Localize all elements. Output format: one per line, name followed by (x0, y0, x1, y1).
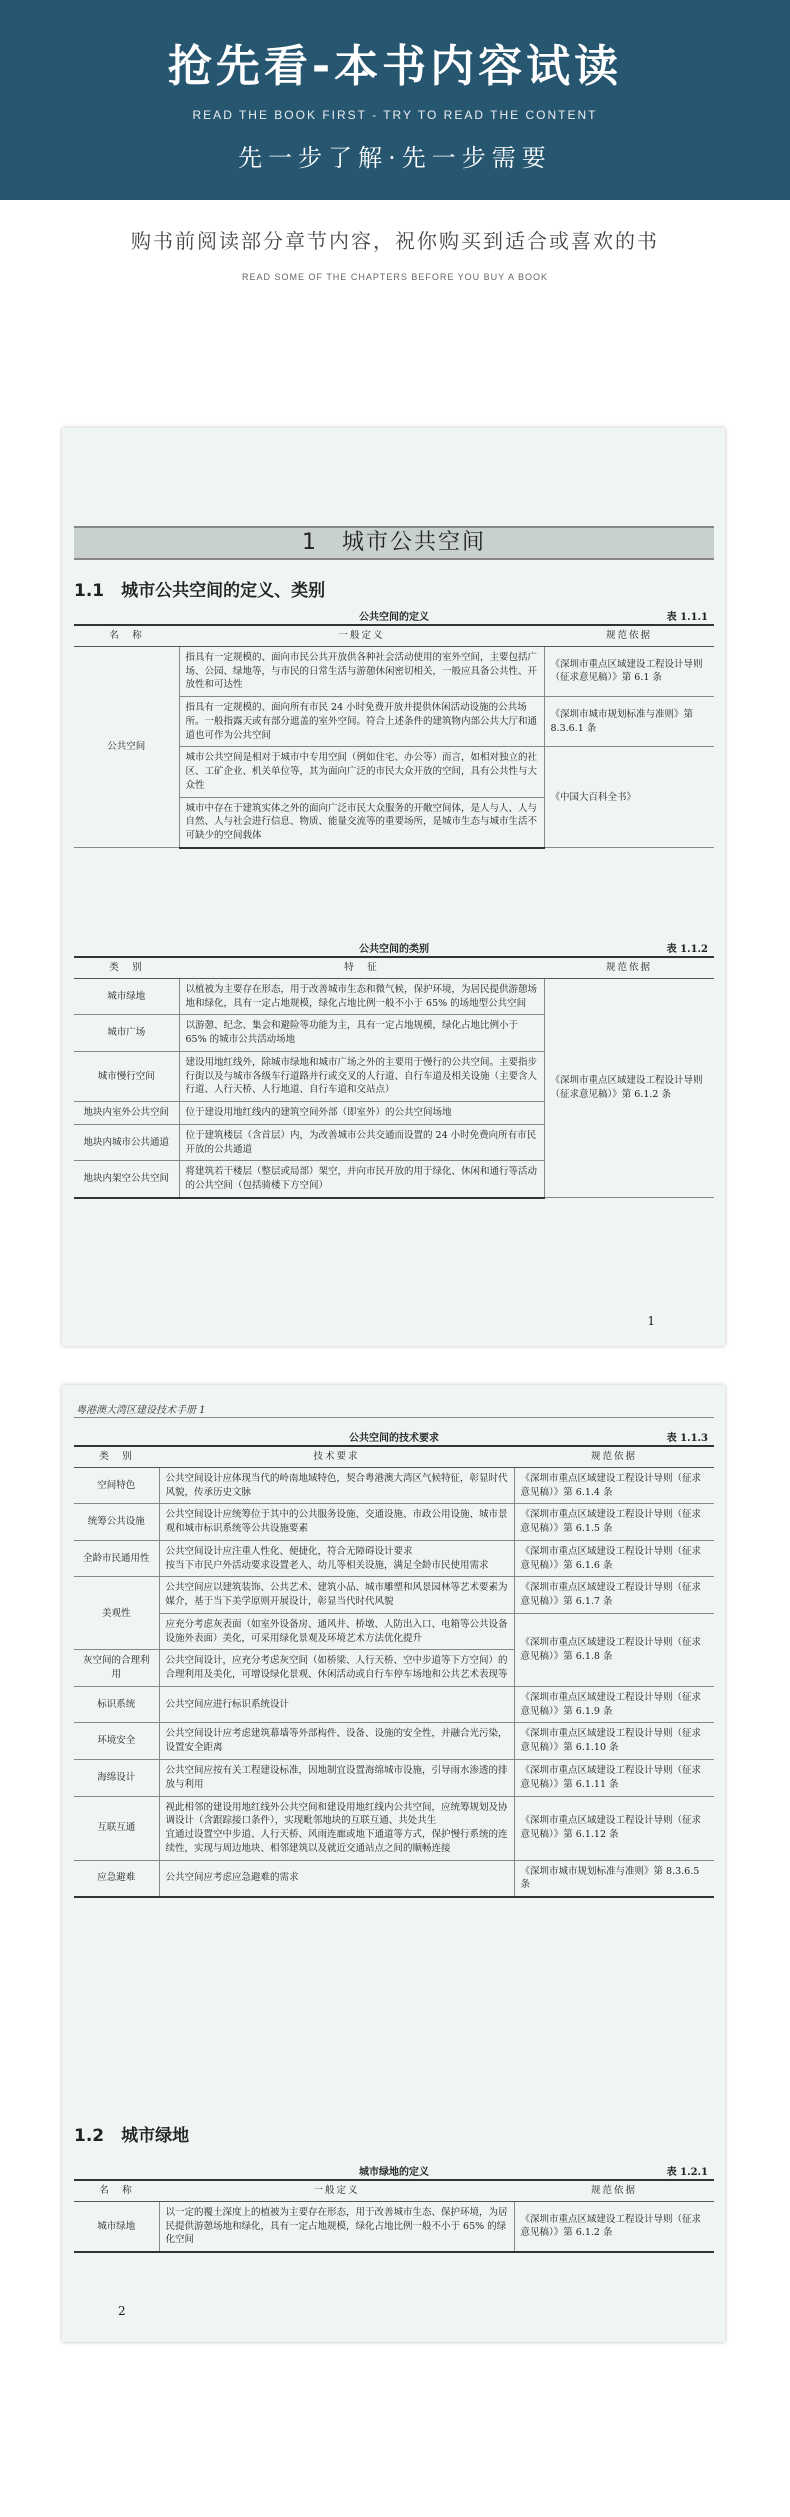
requirement-cell: 公共空间应进行标识系统设计 (159, 1686, 514, 1723)
definition-cell: 城市公共空间是相对于城市中专用空间（例如住宅、办公等）而言，如相对独立的社区、工矿企业、机关单位等，其为面向广泛的市民大众开放的空间，具有公共性与大众性 (179, 747, 544, 797)
column-header: 类 别 (74, 1446, 159, 1467)
feature-cell: 位于建设用地红线内的建筑空间外部（即室外）的公共空间场地 (179, 1102, 544, 1125)
table-number: 表 1.1.3 (666, 1433, 708, 1444)
reference-cell: 《深圳市城市规划标准与准则》第 8.3.6.1 条 (544, 697, 714, 747)
requirement-cell: 公共空间应按有关工程建设标准，因地制宜设置海绵城市设施，引导雨水渗透的排放与利用 (159, 1760, 514, 1797)
intro-cn: 购书前阅读部分章节内容，祝你购买到适合或喜欢的书 (131, 229, 659, 253)
green-space-table (74, 2179, 714, 2253)
reference-cell: 《中国大百科全书》 (544, 747, 714, 848)
category-cell: 统筹公共设施 (74, 1504, 159, 1541)
category-cell: 地块内城市公共通道 (74, 1124, 179, 1161)
table-title: 公共空间的类别 (359, 944, 429, 955)
reference-cell: 《深圳市重点区域建设工程设计导则（征求意见稿）》第 6.1.9 条 (514, 1686, 714, 1723)
table-title: 公共空间的定义 (359, 612, 429, 623)
column-header: 一般定义 (159, 2180, 514, 2201)
reference-cell: 《深圳市重点区域建设工程设计导则（征求意见稿）》第 6.1.2 条 (544, 978, 714, 1198)
table-row (74, 1613, 714, 1650)
category-cell: 城市广场 (74, 1015, 179, 1052)
category-cell: 城市绿地 (74, 978, 179, 1015)
table-row (74, 1577, 714, 1614)
reference-cell: 《深圳市重点区域建设工程设计导则（征求意见稿）》第 6.1.11 条 (514, 1760, 714, 1797)
category-cell: 环境安全 (74, 1723, 159, 1760)
requirement-cell: 公共空间设计应考虑建筑幕墙等外部构件、设备、设施的安全性，并融合光污染，设置安全距离 (159, 1723, 514, 1760)
chapter-heading (74, 526, 714, 560)
category-cell: 全龄市民通用性 (74, 1540, 159, 1577)
reference-cell: 《深圳市重点区域建设工程设计导则（征求意见稿）》第 6.1.10 条 (514, 1723, 714, 1760)
table-row (74, 1723, 714, 1760)
requirement-cell: 公共空间应考虑应急避难的需求 (159, 1860, 514, 1897)
intro (0, 225, 790, 282)
category-cell: 灰空间的合理利用 (74, 1650, 159, 1687)
column-header: 规范依据 (544, 625, 714, 646)
chapter-title: 1 城市公共空间 (302, 530, 486, 555)
category-cell: 空间特色 (74, 1467, 159, 1504)
table-number: 表 1.2.1 (666, 2167, 708, 2178)
page-number: 2 (118, 2304, 126, 2318)
table-row (74, 1760, 714, 1797)
reference-cell: 《深圳市重点区域建设工程设计导则（征求意见稿）》第 6.1.6 条 (514, 1540, 714, 1577)
column-header: 规范依据 (514, 1446, 714, 1467)
banner-title: 抢先看-本书内容试读 (167, 41, 623, 92)
banner-slogan: 先一步了解·先一步需要 (238, 144, 552, 172)
requirement-cell: 公共空间设计应统筹位于其中的公共服务设施、交通设施、市政公用设施、城市景观和城市标识系统等公共设施要素 (159, 1504, 514, 1541)
reference-cell: 《深圳市重点区域建设工程设计导则（征求意见稿）》第 6.1 条 (544, 646, 714, 696)
requirement-cell: 公共空间设计应注重人性化、便捷化，符合无障碍设计要求 按当下市民户外活动要求设置老人、幼儿等相关设施，满足全龄市民使用需求 (159, 1540, 514, 1577)
category-cell: 海绵设计 (74, 1760, 159, 1797)
category-table (74, 956, 714, 1199)
category-cell: 城市慢行空间 (74, 1051, 179, 1101)
table-row (74, 2201, 714, 2252)
category-cell: 应急避难 (74, 1860, 159, 1897)
definition-cell: 城市中存在于建筑实体之外的面向广泛市民大众服务的开敞空间体，是人与人、人与自然、人与社会进行信息、物质、能量交流等的重要场所，是城市生态与城市生活不可缺少的空间载体 (179, 797, 544, 848)
table-row (74, 646, 714, 696)
definition-cell: 指具有一定规模的、面向所有市民 24 小时免费开放并提供休闲活动设施的公共场所。一般指露天或有部分遮盖的室外空间。符合上述条件的建筑物内部公共大厅和通道也可作为公共空间 (179, 697, 544, 747)
requirement-cell: 公共空间设计，应充分考虑灰空间（如桥梁、人行天桥、空中步道等下方空间）的合理利用及美化，可增设绿化景观、休闲活动或自行车停车场地和公共艺术表现等 (159, 1650, 514, 1687)
table-title: 城市绿地的定义 (359, 2167, 429, 2178)
feature-cell: 建设用地红线外，除城市绿地和城市广场之外的主要用于慢行的公共空间。主要指步行街以及与城市各级车行道路并行或交叉的人行道、自行车道及相关设施（主要含人行道、人行天桥、人行地道、自行车道和交站点） (179, 1051, 544, 1101)
column-header: 一般定义 (179, 625, 544, 646)
table-caption (74, 1429, 714, 1445)
header-banner (0, 0, 790, 200)
requirement-cell: 应充分考虑灰表面（如室外设备房、通风井、桥墩、人防出入口、电箱等公共设备设施外表面）美化，可采用绿化景观及环境艺术方法优化提升 (159, 1613, 514, 1650)
table-caption (74, 940, 714, 956)
column-header: 特 征 (179, 957, 544, 978)
feature-cell: 以植被为主要存在形态，用于改善城市生态和微气候，保护环境，为居民提供游憩场地和绿化，具有一定占地规模，绿化占地比例一般不小于 65% 的场地型公共空间 (179, 978, 544, 1015)
column-header: 规范依据 (514, 2180, 714, 2201)
table-title: 公共空间的技术要求 (349, 1433, 439, 1444)
table-row (74, 1796, 714, 1860)
header-rule (74, 1417, 714, 1418)
definition-cell: 以一定的覆土深度上的植被为主要存在形态，用于改善城市生态、保护环境，为居民提供游憩场地和绿化，具有一定占地规模，绿化占地比例一般不小于 65% 的绿化空间 (159, 2201, 514, 2252)
reference-cell: 《深圳市重点区域建设工程设计导则（征求意见稿）》第 6.1.7 条 (514, 1577, 714, 1614)
table-caption (74, 608, 714, 624)
feature-cell: 以游憩、纪念、集会和避险等功能为主，具有一定占地规模，绿化占地比例小于 65% 的城市公共活动场地 (179, 1015, 544, 1052)
requirements-table (74, 1445, 714, 1898)
column-header: 名 称 (74, 625, 179, 646)
definition-cell: 指具有一定规模的、面向市民公共开放供各种社会活动使用的室外空间，主要包括广场、公园、绿地等，与市民的日常生活与游憩休闲密切相关，一般应具备公共性、开放性和可达性 (179, 646, 544, 696)
reference-cell: 《深圳市重点区域建设工程设计导则（征求意见稿）》第 6.1.4 条 (514, 1467, 714, 1504)
table-row (74, 1860, 714, 1897)
reference-cell: 《深圳市重点区域建设工程设计导则（征求意见稿）》第 6.1.8 条 (514, 1613, 714, 1686)
requirement-cell: 公共空间应以建筑装饰、公共艺术、建筑小品、城市雕塑和风景园林等艺术要素为媒介，基于当下美学原则开展设计，彰显当代时代风貌 (159, 1577, 514, 1614)
table-row (74, 1467, 714, 1504)
row-name: 公共空间 (74, 646, 179, 848)
section-title: 1.1 城市公共空间的定义、类别 (74, 581, 326, 601)
book-page-2 (62, 1385, 725, 2342)
section-title: 1.2 城市绿地 (74, 2126, 190, 2146)
page-number: 1 (647, 1314, 655, 1328)
column-header: 规范依据 (544, 957, 714, 978)
reference-cell: 《深圳市城市规划标准与准则》第 8.3.6.5 条 (514, 1860, 714, 1897)
feature-cell: 位于建筑楼层（含首层）内，为改善城市公共交通而设置的 24 小时免费向所有市民开放的公共通道 (179, 1124, 544, 1161)
table-row (74, 1540, 714, 1577)
requirement-cell: 视此相邻的建设用地红线外公共空间和建设用地红线内公共空间，应统筹规划及协调设计（含跟踪接口条件），实现毗邻地块的互联互通、共处共生 宜通过设置空中步道、人行天桥、风雨连廊或地下通道等方式，保护慢行系统的连续性，实现与周边地块、相邻建筑以及就近交通站点之间的顺畅连接 (159, 1796, 514, 1860)
column-header: 类 别 (74, 957, 179, 978)
category-cell: 标识系统 (74, 1686, 159, 1723)
category-cell: 互联互通 (74, 1796, 159, 1860)
table-row (74, 1686, 714, 1723)
name-cell: 城市绿地 (74, 2201, 159, 2252)
column-header: 技术要求 (159, 1446, 514, 1467)
category-cell: 美观性 (74, 1577, 159, 1650)
banner-subtitle-en: READ THE BOOK FIRST - TRY TO READ THE CONTENT (192, 108, 598, 122)
running-head: 粤港澳大湾区建设技术手册 1 (76, 1405, 206, 1416)
definition-table (74, 624, 714, 849)
feature-cell: 将建筑若干楼层（整层或局部）架空，并向市民开放的用于绿化、休闲和通行等活动的公共空间（包括骑楼下方空间） (179, 1161, 544, 1198)
table-number: 表 1.1.1 (666, 612, 708, 623)
table-number: 表 1.1.2 (666, 944, 708, 955)
column-header: 名 称 (74, 2180, 159, 2201)
table-caption (74, 2163, 714, 2179)
table-row (74, 978, 714, 1015)
reference-cell: 《深圳市重点区域建设工程设计导则（征求意见稿）》第 6.1.5 条 (514, 1504, 714, 1541)
reference-cell: 《深圳市重点区域建设工程设计导则（征求意见稿）》第 6.1.12 条 (514, 1796, 714, 1860)
category-cell: 地块内室外公共空间 (74, 1102, 179, 1125)
category-cell: 地块内架空公共空间 (74, 1161, 179, 1198)
intro-en: READ SOME OF THE CHAPTERS BEFORE YOU BUY A BOOK (241, 272, 549, 282)
reference-cell: 《深圳市重点区域建设工程设计导则（征求意见稿）》第 6.1.2 条 (514, 2201, 714, 2252)
requirement-cell: 公共空间设计应体现当代的岭南地域特色，契合粤港澳大湾区气候特征，彰显时代风貌，传承历史文脉 (159, 1467, 514, 1504)
table-row (74, 1504, 714, 1541)
book-page-1 (62, 428, 725, 1346)
